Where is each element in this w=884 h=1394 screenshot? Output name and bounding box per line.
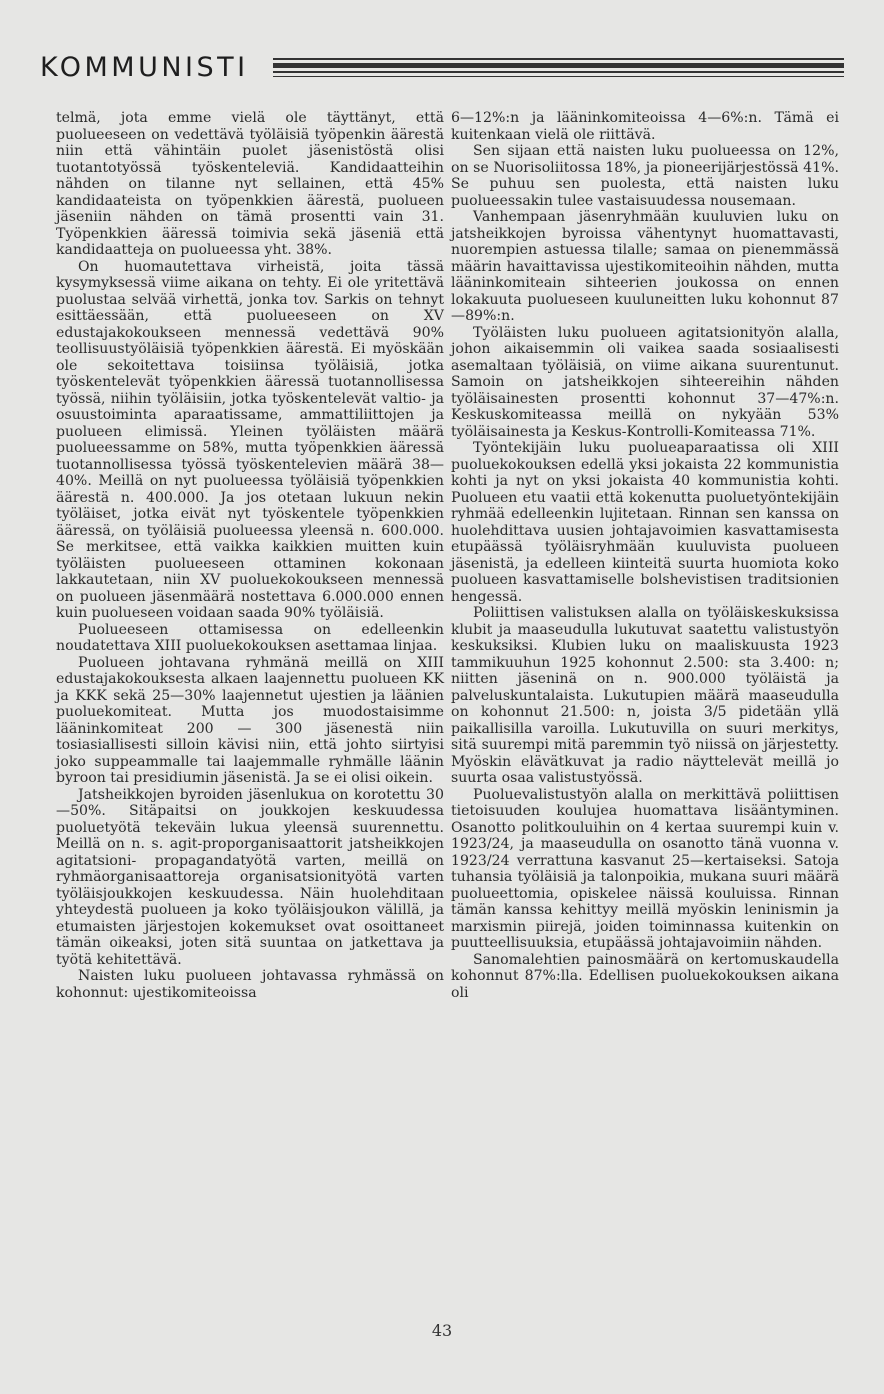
paragraph: Puolueen johtavana ryhmänä meillä on XIII edustajakokouksesta alkaen laajennettu puolueen KK ja KKK sekä 25—30% laajennetut ujestien ja läänien puoluekomiteat. Mutta jos muodostaisimme lääninkomiteat 200 — 300 jäsenestä niin tosiasiallisesti silloin kävisi niin, että johto siirtyisi joko suppeammalle tai laajemmalle ryhmälle läänin byroon tai presidiumin jäsenistä. Ja se ei olisi oikein.: [56, 654, 444, 786]
page-number: 43: [431, 1321, 453, 1340]
masthead-rule: [273, 76, 844, 77]
paragraph: Vanhempaan jäsenryhmään kuuluvien luku on jatsheikkojen byroissa vähentynyt huomattavasti, nuorempien astuessa tilalle; samaa on pienemmässä määrin havaittavissa ujestikomiteoihin nähden, mutta lääninkomiteain sihteerien joukossa on ennen lokakuuta puolueseen kuuluneitten luku kohonnut 87—89%:n.: [451, 209, 839, 324]
paragraph: Sanomalehtien painosmäärä on kertomuskaudella kohonnut 87%:lla. Edellisen puoluekokouksen aikana oli: [451, 951, 839, 1001]
journal-title: KOMMUNISTI: [40, 52, 249, 83]
masthead-rules: [273, 58, 844, 80]
paragraph: Poliittisen valistuksen alalla on työläiskeskuksissa klubit ja maaseudulla lukutuvat saatettu valistustyön keskuksiksi. Klubien luku on maaliskuusta 1923 tammikuuhun 1925 kohonnut 2.500: sta 3.400: n; niitten jäseninä on n. 900.000 työläistä ja palveluskuntalaista. Lukutupien määrä maaseudulla on kohonnut 21.500: n, joista 3/5 pidetään yllä paikallisilla varoilla. Lukutuvilla on suuri merkitys, sitä suurempi mitä paremmin työ niissä on järjestetty. Myöskin elävätkuvat ja radio näyttelevät meillä jo suurta osaa valistustyössä.: [451, 605, 839, 786]
paragraph: On huomautettava virheistä, joita tässä kysymyksessä viime aikana on tehty. Ei ole yritettävä puolustaa selvää virhettä, jonka tov. Sarkis on tehnyt esittäessään, että puolueeseen on XV edustajakokoukseen mennessä vedettävä 90% teollisuustyöläisiä työpenkkien äärestä. Ei myöskään ole sekoitettava toisiinsa työläisiä, jotka työskentelevät työpenkkien ääressä tuotannollisessa työssä, niihin työläisiin, jotka työskentelevät valtio- ja osuustoiminta aparaatissame, ammattiliittojen ja puolueen elimissä. Yleinen työläisten määrä puolueessamme on 58%, mutta työpenkkien ääressä tuotannollisessa työssä työskentelevien määrä 38—40%. Meillä on nyt puolueessa työläisiä työpenkkien äärestä n. 400.000. Ja jos otetaan lukuun nekin työläiset, jotka eivät nyt työskentele työpenkkien ääressä, on työläisiä puolueessa yleensä n. 600.000. Se merkitsee, että vaikka kaikkien muitten kuin työläisten puolueeseen ottaminen kokonaan lakkautetaan, niin XV puoluekokoukseen mennessä on puolueen jäsenmäärä nostettava 6.000.000 ennen kuin puolueseen voidaan saada 90% työläisiä.: [56, 258, 444, 621]
paragraph: Sen sijaan että naisten luku puolueessa on 12%, on se Nuorisoliitossa 18%, ja pioneerijärjestössä 41%. Se puhuu sen puolesta, että naisten luku puolueessakin tulee vastaisuudessa nousemaan.: [451, 143, 839, 209]
paragraph: Puoluevalistustyön alalla on merkittävä poliittisen tietoisuuden koulujea huomattava lisääntyminen. Osanotto politkouluihin on 4 kertaa suurempi kuin v. 1923/24, ja maaseudulla on osanotto tänä vuonna v. 1923/24 verrattuna kasvanut 25—kertaiseksi. Satoja tuhansia työläisiä ja talonpoikia, mukana suuri määrä puolueettomia, opiskelee näissä kouluissa. Rinnan tämän kanssa kehittyy meillä myöskin leninismin ja marxismin piirejä, joiden toiminnassa kuitenkin on puutteellisuuksia, etupäässä johtajavoimiin nähden.: [451, 786, 839, 951]
masthead-rule: [273, 63, 844, 68]
paragraph: Työläisten luku puolueen agitatsionityön alalla, johon aikaisemmin oli vaikea saada sosiaalisesti asemaltaan työläisiä, on viime aikana suurentunut. Samoin on jatsheikkojen sihteereihin nähden työläisainesten prosentti kohonnut 37—47%:n. Keskuskomiteassa meillä on nykyään 53% työläisainesta ja Keskus-Kontrolli-Komiteassa 71%.: [451, 324, 839, 440]
masthead-rule: [273, 58, 844, 60]
paragraph: telmä, jota emme vielä ole täyttänyt, että puolueeseen on vedettävä työläisiä työpenkin äärestä niin että vähintäin puolet jäsenistöstä olisi tuotantotyössä työskenteleviä. Kandidaatteihin nähden on tilanne nyt sellainen, että 45% kandidaateista on työpenkkien äärestä, puolueen jäseniin nähden on tämä prosentti vain 31. Työpenkkien ääressä toimivia sekä jäseniä että kandidaatteja on puolueessa yht. 38%.: [56, 110, 444, 258]
paragraph: 6—12%:n ja lääninkomiteoissa 4—6%:n. Tämä ei kuitenkaan vielä ole riittävä.: [451, 110, 839, 143]
masthead: [40, 50, 844, 90]
text-column-right: [451, 110, 839, 1001]
masthead-rule: [273, 71, 844, 73]
paragraph: Puolueeseen ottamisessa on edelleenkin noudatettava XIII puoluekokouksen asettamaa linjaa.: [56, 621, 444, 654]
paragraph: Työntekijäin luku puolueaparaatissa oli XIII puoluekokouksen edellä yksi jokaista 22 kommunistia kohti ja nyt on yksi jokaista 40 kommunistia kohti. Puolueen etu vaatii että kokenutta puoluetyöntekijäin ryhmää edelleenkin lujitetaan. Rinnan sen kanssa on huolehdittava uusien johtajavoimien kasvattamisesta etupäässä työläisryhmään kuuluvista puolueen jäsenistä, ja edelleen kiinteitä suurta huomiota koko puolueen kasvattamiselle bolshevistisen traditsionien hengessä.: [451, 440, 839, 605]
paragraph: Naisten luku puolueen johtavassa ryhmässä on kohonnut: ujestikomiteoissa: [56, 968, 444, 1001]
paragraph: Jatsheikkojen byroiden jäsenlukua on korotettu 30—50%. Sitäpaitsi on joukkojen keskuudessa puoluetyötä tekeväin lukua yleensä suurennettu. Meillä on n. s. agit-proporganisaattorit jatsheikkojen agitatsioni- propagandatyötä varten, meillä on ryhmäorganisaattoreja organisatsionityötä varten työläisjoukkojen keskuudessa. Näin huolehditaan yhteydestä puolueen ja koko työläisjoukon välillä, ja etumaisten järjestojen kokemukset ovat osoittaneet tämän oikeaksi, joten sitä suuntaa on jatkettava ja työtä kehitettävä.: [56, 786, 444, 968]
text-column-left: [56, 110, 444, 1001]
